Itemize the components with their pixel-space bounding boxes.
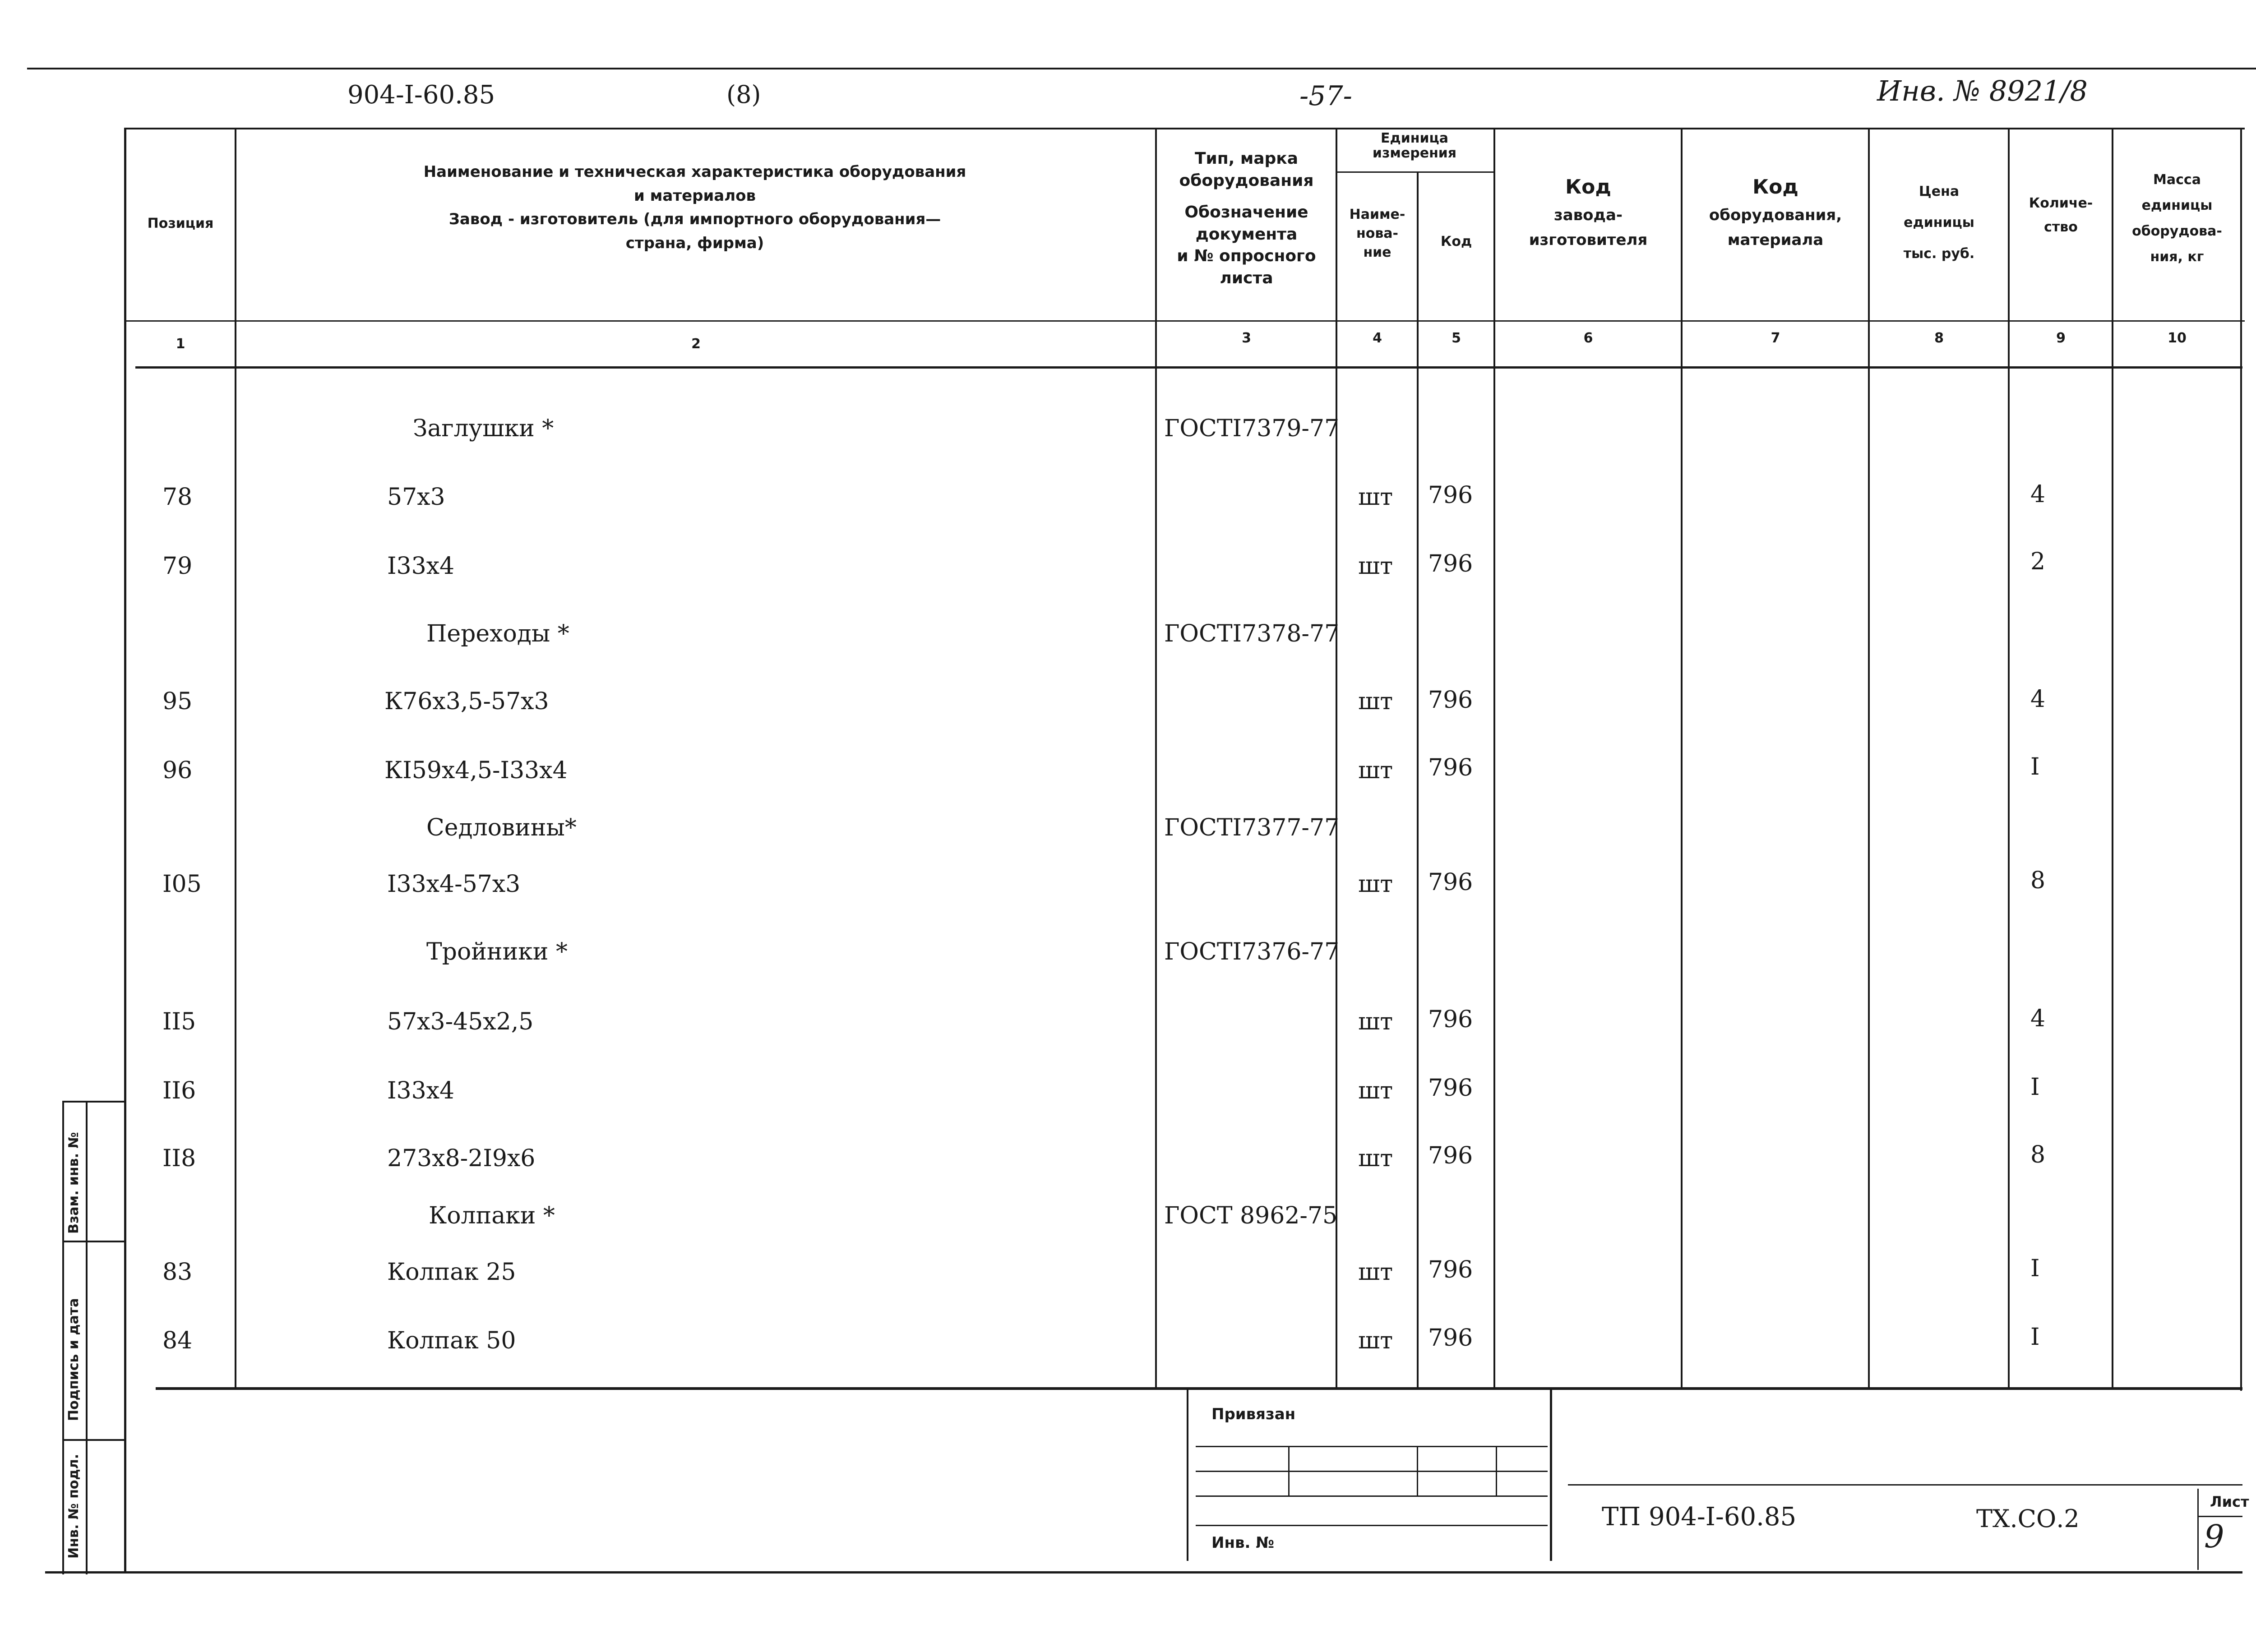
table-row-name: Седловины* (426, 814, 577, 841)
col-number-6: 6 (1583, 330, 1593, 346)
sheet-box-divider (2197, 1516, 2242, 1517)
side-strip-div-2 (62, 1439, 125, 1441)
table-row-code: 796 (1428, 1324, 1473, 1352)
col-number-2: 2 (691, 336, 701, 352)
header-col3-line1: Тип, марка (1194, 149, 1299, 168)
stamp-row-1 (1196, 1446, 1548, 1447)
col-number-8: 8 (1934, 330, 1944, 346)
side-strip-right (86, 1101, 88, 1574)
col-number-7: 7 (1771, 330, 1780, 346)
header-col2-line3: Завод - изготовитель (для импортного оборудования— (448, 210, 941, 229)
col-sep-4 (1417, 171, 1419, 1389)
doc-code: ТП 904-I-60.85 (1602, 1502, 1797, 1532)
table-row-name: Тройники * (426, 938, 568, 965)
table-row-name: Колпак 50 (387, 1327, 516, 1354)
sheet-code: ТХ.СО.2 (1976, 1504, 2080, 1533)
top-border (27, 68, 2256, 69)
numbers-divider (135, 366, 2242, 369)
table-row-pos: 79 (162, 553, 193, 580)
col-sep-8 (2008, 128, 2010, 1389)
header-col8-line2: единицы (1904, 215, 1974, 231)
table-row-name: Колпаки * (429, 1202, 555, 1229)
table-row-qty: 4 (2030, 1005, 2046, 1032)
header-col8 (1870, 176, 2008, 269)
table-row-qty: 8 (2030, 1141, 2046, 1168)
table-row-qty: 4 (2030, 481, 2046, 508)
col-number-5: 5 (1452, 330, 1461, 346)
header-col7 (1683, 171, 1868, 252)
stamp-row-4 (1196, 1525, 1548, 1526)
table-row-qty: I (2030, 1255, 2040, 1282)
table-row-pos: 83 (162, 1259, 193, 1286)
col-sep-3 (1336, 128, 1337, 1389)
header-col3 (1157, 148, 1336, 290)
header-col4 (1338, 205, 1417, 262)
table-row-code: 796 (1428, 869, 1473, 896)
header-col10 (2114, 167, 2240, 270)
table-row-code: 796 (1428, 754, 1473, 781)
table-row-unit: шт (1358, 1259, 1393, 1286)
header-col8-line3: тыс. руб. (1903, 246, 1975, 262)
header-col6-line2: завода- (1553, 206, 1623, 225)
stamp-col-c (1496, 1446, 1497, 1495)
header-col7-line3: материала (1727, 231, 1824, 249)
table-row-code: 796 (1428, 687, 1473, 714)
header-unit-group (1338, 131, 1491, 161)
doc-code-top-border (1568, 1484, 2242, 1486)
header-col2 (244, 160, 1146, 255)
table-row-name: I33х4-57х3 (387, 871, 521, 898)
replace-inv-label: Взам. инв. № (66, 1132, 82, 1234)
header-col9-line2: ство (2044, 219, 2078, 235)
table-row-pos: 95 (162, 688, 193, 715)
table-row-pos: II6 (162, 1077, 196, 1104)
header-unit-line1: Единица (1381, 130, 1448, 146)
table-row-qty: I (2030, 753, 2040, 780)
header-col5: Код (1440, 234, 1472, 249)
col-sep-9 (2112, 128, 2113, 1389)
bound-label: Привязан (1211, 1405, 1296, 1423)
table-row-qty: 2 (2030, 548, 2046, 575)
header-col3-line4: документа (1195, 225, 1298, 244)
table-row-unit: шт (1358, 871, 1393, 898)
sheet-number: 9 (2204, 1518, 2224, 1555)
header-col10-line3: оборудова- (2132, 223, 2222, 239)
part-number: (8) (726, 80, 761, 109)
col-number-3: 3 (1242, 330, 1251, 346)
table-row-unit: шт (1358, 1327, 1393, 1354)
table-row-doc: ГОСТ 8962-75 (1164, 1202, 1338, 1229)
inv-number-label: Инв. № (1211, 1534, 1275, 1552)
table-row-unit: шт (1358, 1077, 1393, 1104)
inventory-number: Инв. № 8921/8 (1877, 74, 2088, 107)
table-bottom-border (156, 1387, 2242, 1390)
header-col2-line1: Наименование и техническая характеристика оборудования (423, 163, 966, 181)
table-row-name: 273х8-2I9х6 (387, 1145, 536, 1172)
table-row-name: Колпак 25 (387, 1259, 516, 1286)
series-number: 904-I-60.85 (347, 80, 495, 110)
table-row-pos: II8 (162, 1145, 196, 1172)
header-col2-line4: страна, фирма) (625, 234, 764, 253)
table-row-doc: ГОСТI7378-77 (1164, 620, 1340, 647)
table-row-qty: 8 (2030, 867, 2046, 894)
table-row-name: 57х3-45х2,5 (387, 1008, 534, 1035)
header-col8-line1: Цена (1919, 184, 1960, 199)
table-row-unit: шт (1358, 484, 1393, 511)
table-row-pos: I05 (162, 871, 202, 898)
sheet-label: Лист (2210, 1493, 2249, 1510)
header-col9-line1: Количе- (2029, 195, 2093, 211)
header-col6 (1496, 171, 1681, 252)
header-col6-line1: Код (1565, 175, 1611, 198)
table-row-code: 796 (1428, 1256, 1473, 1283)
table-row-unit: шт (1358, 1008, 1393, 1035)
table-row-qty: I (2030, 1324, 2040, 1351)
table-row-name: К76х3,5-57х3 (384, 688, 549, 715)
table-row-doc: ГОСТI7376-77 (1164, 938, 1340, 965)
page-bottom-border (45, 1571, 2242, 1574)
page-number: -57- (1299, 80, 1352, 112)
table-row-name: Заглушки * (413, 415, 554, 442)
side-strip-div-1 (62, 1241, 125, 1242)
stamp-col-a (1288, 1446, 1290, 1495)
header-col3-line5: и № опросного (1177, 247, 1316, 266)
col-number-4: 4 (1373, 330, 1382, 346)
col-sep-6 (1681, 128, 1683, 1389)
sign-date-label: Подпись и дата (66, 1298, 82, 1421)
side-strip-left (62, 1101, 64, 1574)
header-col10-line2: единицы (2141, 198, 2213, 213)
table-row-pos: 78 (162, 484, 193, 511)
table-row-name: I33х4 (387, 1077, 455, 1104)
sheet-box-left (2197, 1489, 2199, 1570)
header-unit-line2: измерения (1372, 145, 1457, 161)
table-row-qty: 4 (2030, 686, 2046, 713)
stamp-row-2 (1196, 1471, 1548, 1472)
table-row-unit: шт (1358, 688, 1393, 715)
header-col4-line3: ние (1363, 245, 1392, 260)
col-sep-5 (1493, 128, 1495, 1389)
table-right-border (2240, 128, 2242, 1391)
col-sep-7 (1868, 128, 1870, 1389)
header-col1: Позиция (147, 216, 214, 231)
unit-group-divider (1336, 171, 1493, 173)
stamp-row-3 (1196, 1495, 1548, 1497)
header-col4-line1: Наиме- (1349, 207, 1405, 222)
col-number-9: 9 (2056, 330, 2066, 346)
table-row-code: 796 (1428, 482, 1473, 509)
table-row-unit: шт (1358, 1145, 1393, 1172)
side-strip-top (62, 1101, 125, 1103)
orig-inv-label: Инв. № подл. (66, 1454, 82, 1559)
col-sep-1 (235, 128, 236, 1389)
table-row-code: 796 (1428, 550, 1473, 577)
table-row-doc: ГОСТI7377-77 (1164, 814, 1340, 841)
table-row-name: 57х3 (387, 484, 445, 511)
table-row-unit: шт (1358, 757, 1393, 784)
table-row-pos: 84 (162, 1327, 193, 1354)
table-row-doc: ГОСТI7379-77 (1164, 415, 1340, 442)
header-col3-line2: оборудования (1179, 171, 1314, 190)
header-col3-line6: листа (1220, 268, 1273, 287)
table-row-unit: шт (1358, 553, 1393, 580)
table-row-qty: I (2030, 1074, 2040, 1101)
table-row-name: КI59х4,5-I33х4 (384, 757, 568, 784)
stamp-col-b (1417, 1446, 1418, 1495)
stamp-left-border (1187, 1389, 1188, 1561)
header-col6-line3: изготовителя (1529, 231, 1648, 249)
col-sep-2 (1155, 128, 1157, 1389)
table-row-name: I33х4 (387, 553, 455, 580)
header-col10-line1: Масса (2153, 172, 2201, 188)
header-col3-line3: Обозначение (1184, 203, 1308, 222)
header-col10-line4: ния, кг (2150, 249, 2204, 265)
header-col7-line1: Код (1752, 175, 1798, 198)
col-number-1: 1 (176, 336, 185, 352)
col-number-10: 10 (2168, 330, 2187, 346)
table-row-code: 796 (1428, 1142, 1473, 1169)
table-row-pos: 96 (162, 757, 193, 784)
table-row-name: Переходы * (426, 620, 569, 647)
header-col9 (2010, 192, 2112, 239)
table-top-border (124, 128, 2245, 129)
header-col7-line2: оборудования, (1709, 206, 1842, 225)
table-row-pos: II5 (162, 1008, 196, 1035)
header-col2-line2: и материалов (633, 186, 756, 205)
header-divider (124, 320, 2245, 322)
table-row-code: 796 (1428, 1075, 1473, 1102)
table-row-code: 796 (1428, 1006, 1473, 1033)
stamp-mid-border (1550, 1389, 1552, 1561)
header-col4-line2: нова- (1356, 226, 1399, 241)
